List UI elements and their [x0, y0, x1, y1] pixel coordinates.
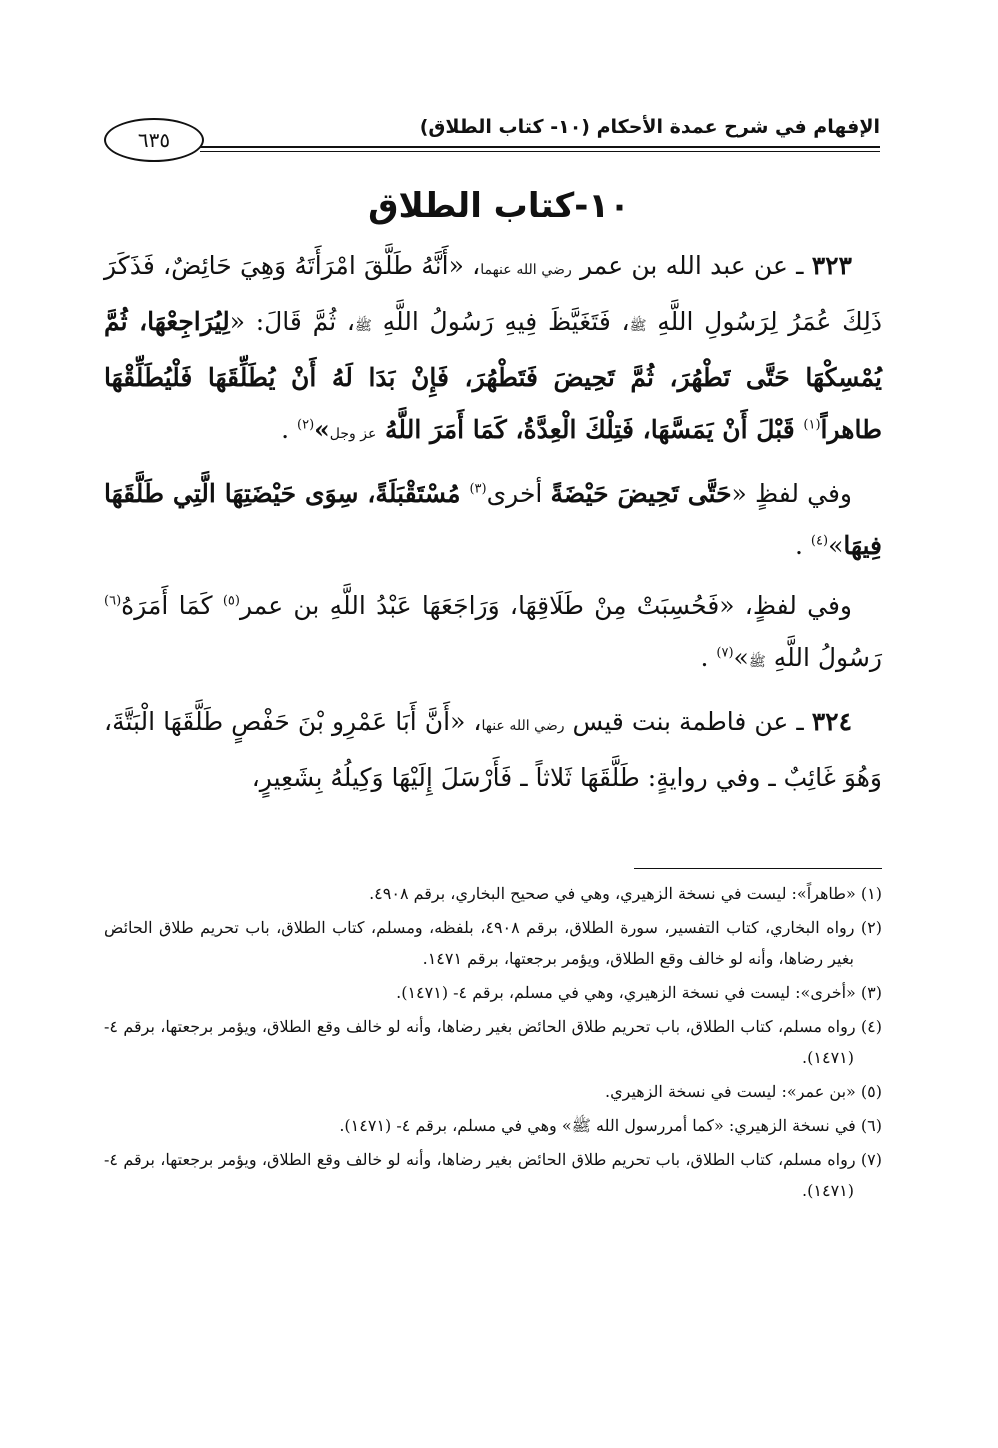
footnote-ref[interactable]: (١) [803, 417, 821, 433]
footnote-separator [634, 868, 882, 869]
footnote-6: (٦) في نسخة الزهيري: «كما أمررسول الله ﷺ» وهي في مسلم، برقم ٤- (١٤٧١). [339, 1116, 882, 1135]
page-number: ٦٣٥ [104, 118, 204, 162]
variant-wording-2 [104, 580, 882, 688]
closing-quote: » [828, 531, 844, 560]
closing-quote: » [314, 415, 330, 444]
hadith-intro: ـ عن فاطمة بنت قيس [564, 707, 812, 736]
hadith-intro: ـ عن عبد الله بن عمر [571, 251, 812, 280]
footnote-ref[interactable]: (٥) [222, 593, 240, 609]
variant-text: كَمَا أَمَرَهُ [121, 591, 223, 620]
period: . [700, 643, 717, 672]
footnote-ref[interactable]: (٣) [469, 481, 487, 497]
period: . [281, 415, 297, 444]
footnote-ref[interactable]: (٢) [297, 417, 315, 433]
salawat-glyph: ﷺ [354, 318, 372, 334]
hadith-324 [104, 696, 882, 804]
footnote-7: (٧) رواه مسلم، كتاب الطلاق، باب تحريم طلاق الحائض بغير رضاها، وأنه لو خالف وقع الطلاق، ويؤمر برجعتها، برقم ٤-(١٤٧١). [104, 1150, 882, 1200]
variant-text: حَتَّى تَحِيضَ حَيْضَةً [550, 479, 732, 508]
variant-wording-1 [104, 468, 882, 572]
footnote-ref[interactable]: (٦) [104, 593, 122, 609]
hadith-text: ، فَتَغَيَّظَ فِيهِ رَسُولُ اللَّهِ [371, 307, 630, 336]
variant-text: وفي لفظٍ، «فَحُسِبَتْ مِنْ طَلَاقِهَا، وَرَاجَعَهَا عَبْدُ اللَّهِ بن عمر [239, 591, 852, 620]
variant-text: أخرى [486, 479, 551, 508]
header-rule [200, 146, 880, 152]
salawat-glyph: ﷺ [748, 654, 766, 670]
honorific-glyph: رضي الله عنها [481, 718, 565, 734]
footnotes [104, 878, 882, 1209]
hadith-text: ، «أَنَّهُ طَلَّقَ امْرَأَتَهُ وَهِيَ حَائِضٌ، فَذَكَرَ ذَلِكَ عُمَرُ لِرَسُولِ اللَّهِ [104, 251, 883, 336]
footnote-ref[interactable]: (٧) [716, 645, 734, 661]
footnote-2: (٢) رواه البخاري، كتاب التفسير، سورة الطلاق، برقم ٤٩٠٨، بلفظه، ومسلم، كتاب الطلاق، باب تحريم طلاق الحائض بغير رضاها، وأنه لو خالف وقع الطلاق، ويؤمر برجعتها، برقم ١٤٧١. [104, 918, 882, 968]
hadith-number: ٣٢٤ [811, 707, 853, 736]
prophetic-saying: لِيُرَاجِعْهَا، ثُمَّ يُمْسِكْهَا حَتَّى تَطْهُرَ، ثُمَّ تَحِيضَ فَتَطْهُرَ، فَإِنْ بَدَا لَهُ أَنْ يُطَلِّقَهَا فَلْيُطَلِّقْهَا طاهراً [104, 307, 882, 444]
footnote-5: (٥) «بن عمر»: ليست في نسخة الزهيري. [605, 1082, 882, 1101]
period: . [795, 531, 811, 560]
running-title: الإفهام في شرح عمدة الأحكام (١٠- كتاب الطلاق) [419, 116, 880, 138]
body-text [104, 240, 882, 812]
glory-glyph: عز وجل [329, 426, 377, 442]
closing-quote: » [733, 643, 749, 672]
footnote-4: (٤) رواه مسلم، كتاب الطلاق، باب تحريم طلاق الحائض بغير رضاها، وأنه لو خالف وقع الطلاق، ويؤمر برجعتها، برقم ٤-(١٤٧١). [104, 1017, 882, 1067]
variant-text: رَسُولُ اللَّهِ [765, 643, 882, 672]
hadith-323 [104, 240, 882, 460]
footnote-3: (٣) «أخرى»: ليست في نسخة الزهيري، وهي في مسلم، برقم ٤- (١٤٧١). [396, 983, 882, 1002]
footnote-1: (١) «طاهراً»: ليست في نسخة الزهيري، وهي في صحيح البخاري، برقم ٤٩٠٨. [369, 884, 882, 903]
running-header [104, 112, 880, 172]
variant-text: مُسْتَقْبَلَةً، سِوَى حَيْضَتِهَا الَّتِي طَلَّقَهَا فِيهَا [104, 479, 882, 560]
variant-intro: وفي لفظٍ « [731, 479, 852, 508]
hadith-number: ٣٢٣ [811, 251, 852, 280]
honorific-glyph: رضي الله عنهما [480, 262, 572, 278]
hadith-text: ، «أَنَّ أَبَا عَمْرِو بْنَ حَفْصٍ طَلَّقَهَا الْبَتَّةَ، وَهُوَ غَائِبٌ ـ وفي روايةٍ: طَلَّقَهَا ثَلاثاً ـ فَأَرْسَلَ إِلَيْهَا وَكِيلُهُ بِشَعِيرٍ، [104, 707, 882, 792]
prophetic-saying: قَبْلَ أَنْ يَمَسَّهَا، فَتِلْكَ الْعِدَّةُ، كَمَا أَمَرَ اللَّهُ [376, 415, 804, 444]
footnote-ref[interactable]: (٤) [810, 533, 829, 549]
hadith-text: ، ثُمَّ قَالَ: « [229, 307, 355, 336]
salawat-glyph: ﷺ [629, 318, 647, 334]
chapter-heading: ١٠-كتاب الطلاق [368, 186, 630, 226]
